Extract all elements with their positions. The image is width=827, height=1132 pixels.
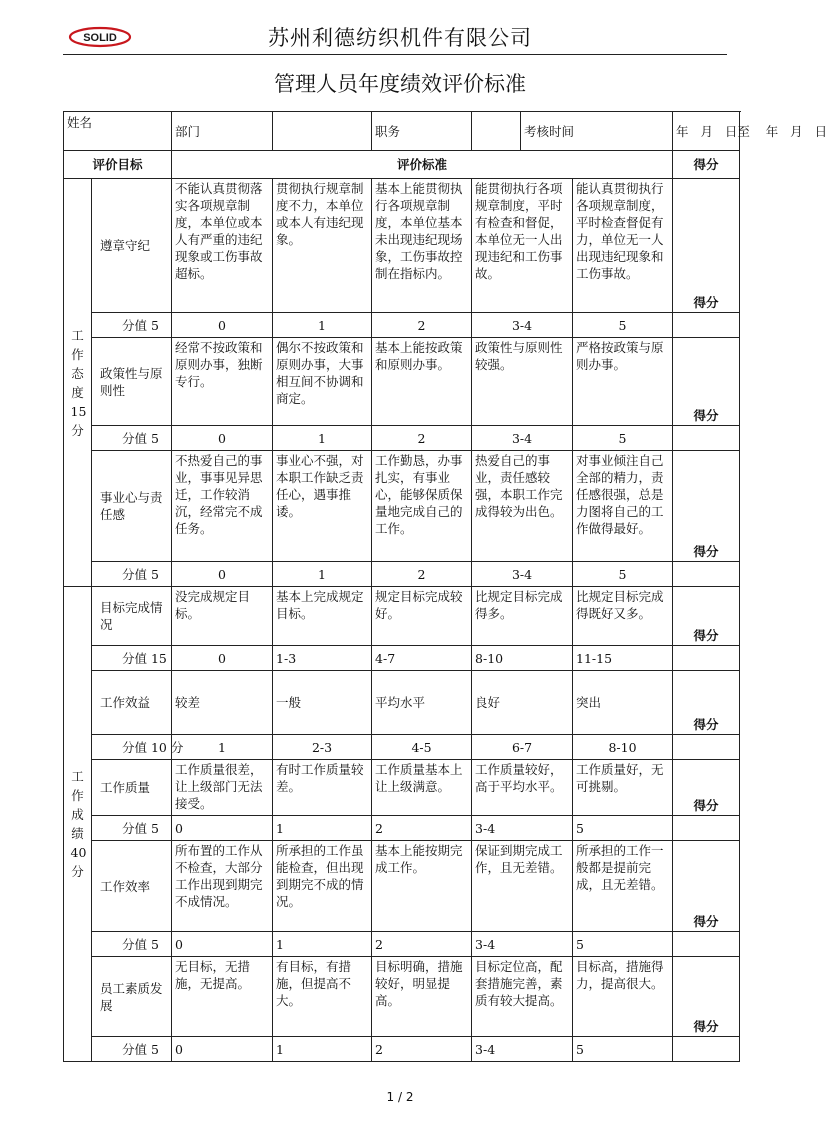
points-value: 1 [172, 735, 273, 760]
document-title: 管理人员年度绩效评价标准 [274, 72, 526, 96]
points-value: 0 [172, 1037, 273, 1062]
company-name: 苏州利德纺织机件有限公司 [268, 26, 532, 50]
dept-field[interactable] [273, 112, 372, 151]
level-description: 基本上能贯彻执行各项规章制度，本单位基本未出现违纪现场象，工伤事故控制在指标内。 [372, 179, 472, 313]
points-spacer [673, 313, 740, 338]
points-value: 5 [573, 313, 673, 338]
score-input-cell[interactable]: 得分 [673, 338, 740, 426]
level-description: 基本上完成规定目标。 [273, 587, 372, 646]
criterion-name: 工作效率 [92, 841, 172, 932]
points-spacer [673, 426, 740, 451]
points-value: 3-4 [472, 1037, 573, 1062]
column-header-row [64, 151, 740, 179]
points-label: 分值 5 [92, 1037, 172, 1062]
points-label: 分值 5 [92, 426, 172, 451]
level-description: 没完成规定目标。 [172, 587, 273, 646]
level-description: 保证到期完成工作，且无差错。 [472, 841, 573, 932]
period-label: 考核时间 [524, 123, 575, 139]
points-value: 1 [273, 313, 372, 338]
level-description: 工作质量较好，高于平均水平。 [472, 760, 573, 816]
points-value: 0 [172, 932, 273, 957]
level-description: 工作质量好，无可挑剔。 [573, 760, 673, 816]
points-value: 3-4 [472, 313, 573, 338]
level-description: 工作勤恳，办事扎实，有事业心，能够保质保量地完成自己的工作。 [372, 451, 472, 562]
period-field[interactable] [673, 112, 827, 151]
criteria-row [64, 451, 740, 562]
level-description: 突出 [573, 671, 673, 735]
level-description: 所承担的工作虽能检查，但出现到期完不成的情况。 [273, 841, 372, 932]
points-row [64, 646, 740, 671]
points-value: 1 [273, 932, 372, 957]
criteria-row [64, 671, 740, 735]
section-label-cell [64, 179, 92, 587]
evaluation-table [63, 111, 827, 1062]
points-label: 分值 5 [92, 313, 172, 338]
points-value: 2 [372, 426, 472, 451]
level-description: 工作质量很差，让上级部门无法接受。 [172, 760, 273, 816]
points-value: 0 [172, 562, 273, 587]
dept-label: 部门 [175, 123, 201, 139]
points-value: 2-3 [273, 735, 372, 760]
points-row [64, 735, 740, 760]
level-description: 比规定目标完成得多。 [472, 587, 573, 646]
info-row [64, 112, 740, 151]
points-value: 3-4 [472, 932, 573, 957]
level-description: 基本上能按期完成工作。 [372, 841, 472, 932]
level-description: 能认真贯彻执行各项规章制度，平时检查督促有力，单位无一人出现违纪现象和工伤事故。 [573, 179, 673, 313]
points-value: 0 [172, 646, 273, 671]
level-description: 基本上能按政策和原则办事。 [372, 338, 472, 426]
score-header: 得分 [673, 151, 740, 179]
points-value: 4-5 [372, 735, 472, 760]
dept-label-cell [172, 112, 273, 151]
points-value: 5 [573, 932, 673, 957]
level-description: 有目标，有措施，但提高不大。 [273, 957, 372, 1037]
criterion-name: 工作效益 [92, 671, 172, 735]
score-input-cell[interactable]: 得分 [673, 179, 740, 313]
level-description: 较差 [172, 671, 273, 735]
name-field[interactable] [67, 131, 127, 145]
criterion-name: 事业心与责任感 [92, 451, 172, 562]
points-value: 2 [372, 932, 472, 957]
score-input-cell[interactable]: 得分 [673, 451, 740, 562]
level-description: 有时工作质量较差。 [273, 760, 372, 816]
criteria-row [64, 587, 740, 646]
points-row [64, 816, 740, 841]
position-field[interactable] [472, 112, 521, 151]
level-description: 比规定目标完成得既好又多。 [573, 587, 673, 646]
level-description: 热爱自己的事业，责任感较强，本职工作完成得较为出色。 [472, 451, 573, 562]
level-description: 无目标，无措施，无提高。 [172, 957, 273, 1037]
points-value: 0 [172, 313, 273, 338]
points-value: 1 [273, 816, 372, 841]
points-value: 1 [273, 1037, 372, 1062]
points-value: 3-4 [472, 426, 573, 451]
criteria-row [64, 841, 740, 932]
points-value: 2 [372, 313, 472, 338]
score-input-cell[interactable]: 得分 [673, 957, 740, 1037]
points-value: 4-7 [372, 646, 472, 671]
criterion-name: 工作质量 [92, 760, 172, 816]
points-value: 2 [372, 1037, 472, 1062]
points-row [64, 426, 740, 451]
level-description: 经常不按政策和原则办事，独断专行。 [172, 338, 273, 426]
goal-header: 评价目标 [64, 151, 172, 179]
points-value: 1-3 [273, 646, 372, 671]
level-description: 目标定位高，配套措施完善，素质有较大提高。 [472, 957, 573, 1037]
level-description: 不热爱自己的事业，事事见异思迁，工作较消沉，经常完不成任务。 [172, 451, 273, 562]
level-description: 工作质量基本上让上级满意。 [372, 760, 472, 816]
points-row [64, 1037, 740, 1062]
level-description: 政策性与原则性较强。 [472, 338, 573, 426]
points-value: 1 [273, 562, 372, 587]
points-spacer [673, 735, 740, 760]
points-row [64, 932, 740, 957]
points-spacer [673, 816, 740, 841]
points-row [64, 313, 740, 338]
criteria-row [64, 957, 740, 1037]
criterion-name: 员工素质发展 [92, 957, 172, 1037]
level-description: 严格按政策与原则办事。 [573, 338, 673, 426]
level-description: 平均水平 [372, 671, 472, 735]
criteria-row [64, 760, 740, 816]
points-value: 0 [172, 426, 273, 451]
level-description: 对事业倾注自己全部的精力，责任感很强，总是力图将自己的工作做得最好。 [573, 451, 673, 562]
criterion-name: 遵章守纪 [92, 179, 172, 313]
points-label: 分值 5 [92, 932, 172, 957]
score-input-cell[interactable]: 得分 [673, 587, 740, 646]
points-value: 3-4 [472, 562, 573, 587]
level-description: 贯彻执行规章制度不力，本单位或本人有违纪现象。 [273, 179, 372, 313]
points-label: 分值 10 分 [92, 735, 172, 760]
points-spacer [673, 1037, 740, 1062]
level-description: 一般 [273, 671, 372, 735]
period-value: 年 月 日至 年 月 日 [676, 123, 827, 139]
page-number: 1 / 2 [386, 1090, 414, 1104]
section-label: 工作成绩40分 [70, 769, 87, 879]
points-value: 2 [372, 562, 472, 587]
points-value: 0 [172, 816, 273, 841]
points-label: 分值 5 [92, 816, 172, 841]
section-label-cell [64, 587, 92, 1062]
points-label: 分值 15 [92, 646, 172, 671]
header-divider [63, 54, 727, 55]
points-value: 5 [573, 1037, 673, 1062]
points-value: 5 [573, 562, 673, 587]
score-input-cell[interactable]: 得分 [673, 760, 740, 816]
points-value: 5 [573, 816, 673, 841]
points-value: 3-4 [472, 816, 573, 841]
level-description: 规定目标完成较好。 [372, 587, 472, 646]
position-label-cell [372, 112, 472, 151]
period-label-cell [521, 112, 673, 151]
level-description: 良好 [472, 671, 573, 735]
points-value: 8-10 [573, 735, 673, 760]
level-description: 目标明确，措施较好，明显提高。 [372, 957, 472, 1037]
criteria-row [64, 179, 740, 313]
points-label: 分值 5 [92, 562, 172, 587]
svg-text:SOLID: SOLID [83, 32, 117, 44]
points-value: 5 [573, 426, 673, 451]
level-description: 偶尔不按政策和原则办事，大事相互间不协调和商定。 [273, 338, 372, 426]
level-description: 不能认真贯彻落实各项规章制度，本单位或本人有严重的违纪现象或工伤事故超标。 [172, 179, 273, 313]
points-spacer [673, 646, 740, 671]
points-value: 2 [372, 816, 472, 841]
points-spacer [673, 932, 740, 957]
points-value: 11-15 [573, 646, 673, 671]
level-description: 所布置的工作从不检查，大部分工作出现到期完不成情况。 [172, 841, 273, 932]
position-label: 职务 [375, 123, 401, 139]
criterion-name: 目标完成情况 [92, 587, 172, 646]
criteria-row [64, 338, 740, 426]
level-description: 所承担的工作一般都是提前完成，且无差错。 [573, 841, 673, 932]
level-description: 能贯彻执行各项规章制度，平时有检查和督促，本单位无一人出现违纪和工伤事故。 [472, 179, 573, 313]
standard-header: 评价标准 [172, 151, 673, 179]
points-value: 8-10 [472, 646, 573, 671]
name-label: 姓名 [67, 114, 93, 130]
level-description: 目标高，措施得力，提高很大。 [573, 957, 673, 1037]
score-input-cell[interactable]: 得分 [673, 671, 740, 735]
section-label: 工作态度15分 [70, 327, 87, 438]
points-row [64, 562, 740, 587]
criterion-name: 政策性与原则性 [92, 338, 172, 426]
score-input-cell[interactable]: 得分 [673, 841, 740, 932]
points-spacer [673, 562, 740, 587]
level-description: 事业心不强，对本职工作缺乏责任心，遇事推诿。 [273, 451, 372, 562]
points-value: 6-7 [472, 735, 573, 760]
points-value: 1 [273, 426, 372, 451]
